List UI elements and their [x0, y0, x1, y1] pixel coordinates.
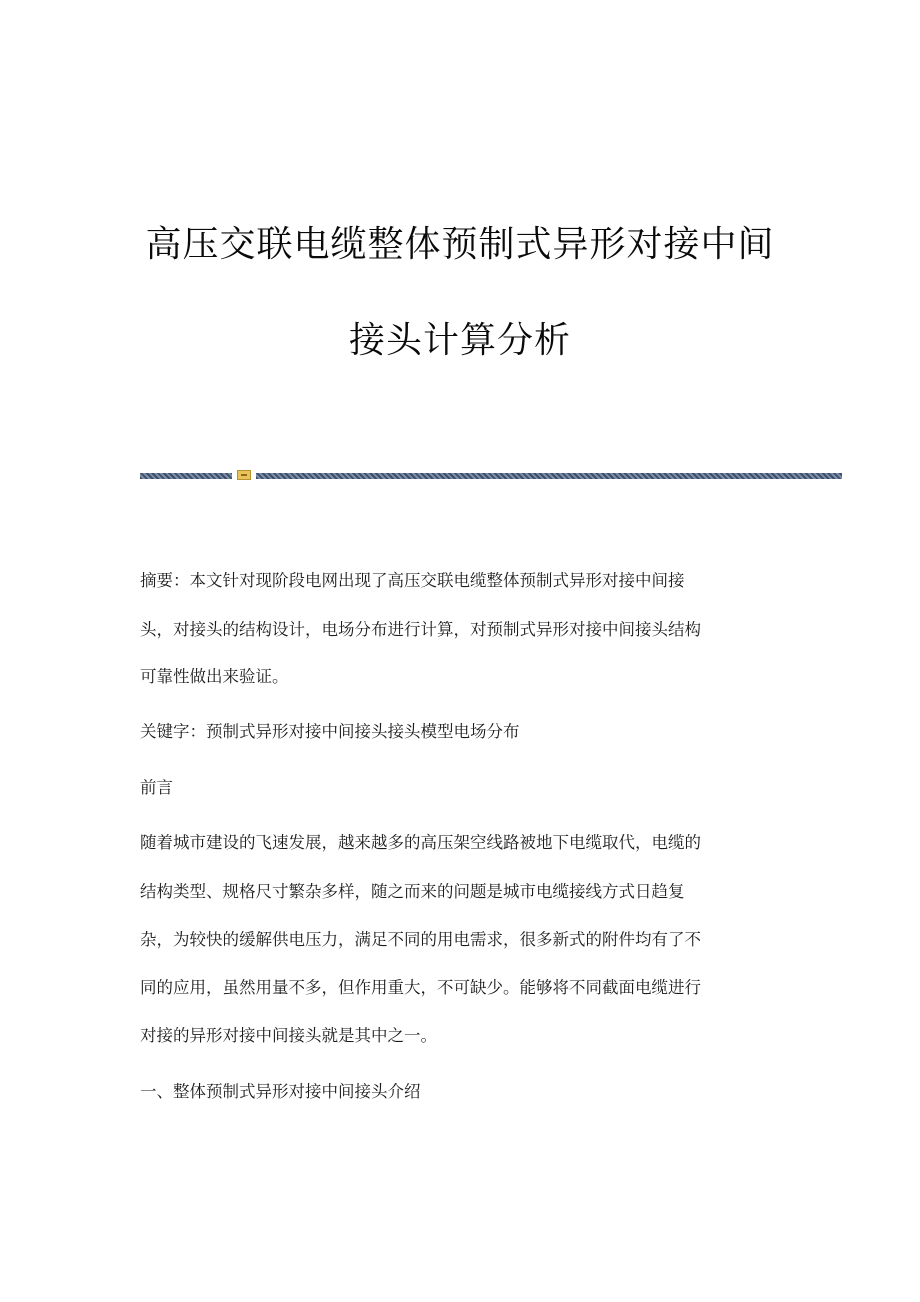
decorative-divider: [140, 470, 842, 480]
intro-line-3: 杂，为较快的缓解供电压力，满足不同的用电需求，很多新式的附件均有了不: [140, 930, 701, 949]
intro-line-4: 同的应用，虽然用量不多，但作用重大，不可缺少。能够将不同截面电缆进行: [140, 978, 701, 997]
section-1-heading: 一、整体预制式异形对接中间接头介绍: [140, 1082, 421, 1101]
document-title-line-2: 接头计算分析: [348, 320, 571, 361]
abstract-line-2: 头，对接头的结构设计，电场分布进行计算，对预制式异形对接中间接头结构: [140, 620, 701, 639]
keywords-line: 关键字：预制式异形对接中间接头接头模型电场分布: [140, 722, 520, 741]
intro-line-5: 对接的异形对接中间接头就是其中之一。: [140, 1026, 437, 1045]
divider-bar-left: [140, 473, 232, 479]
divider-ornament-icon: [237, 470, 251, 480]
divider-bar-right: [256, 473, 842, 479]
intro-line-2: 结构类型、规格尺寸繁杂多样，随之而来的问题是城市电缆接线方式日趋复: [140, 882, 685, 901]
preface-heading: 前言: [140, 778, 173, 797]
abstract-line-1: 摘要：本文针对现阶段电网出现了高压交联电缆整体预制式异形对接中间接: [140, 571, 685, 590]
intro-line-1: 随着城市建设的飞速发展，越来越多的高压架空线路被地下电缆取代，电缆的: [140, 833, 701, 852]
abstract-line-3: 可靠性做出来验证。: [140, 667, 289, 686]
document-title-line-1: 高压交联电缆整体预制式异形对接中间: [145, 224, 775, 265]
